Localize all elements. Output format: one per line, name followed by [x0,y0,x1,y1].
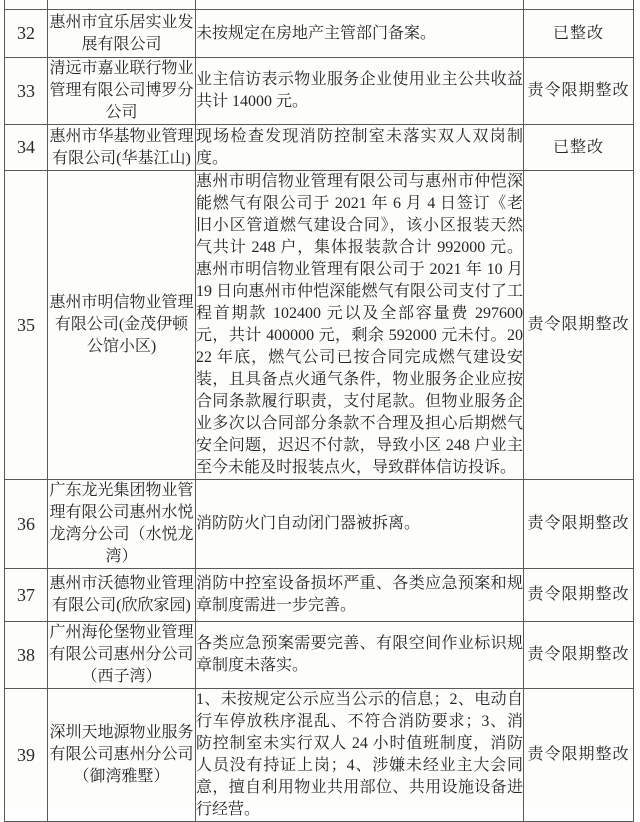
company-name: 惠州市明信物业管理有限公司(金茂伊顿公馆小区) [48,171,196,480]
company-name: 惠州市宜乐居实业发展有限公司 [48,10,196,58]
row-number: 37 [5,569,48,622]
table-row [5,480,634,569]
company-name: 广州海伦堡物业管理有限公司惠州分公司（西子湾） [48,622,196,689]
table-row [5,622,634,689]
row-number: 35 [5,171,48,480]
status-text: 责令限期整改 [524,480,634,569]
row-number: 36 [5,480,48,569]
status-text: 已整改 [524,125,634,171]
table-row [5,171,634,480]
table-row [5,10,634,58]
company-name: 清远市嘉业联行物业管理有限公司博罗分公司 [48,58,196,125]
issue-text: 惠州市明信物业管理有限公司与惠州市仲恺深能燃气有限公司于 2021 年 6 月 4 日签订《老旧小区管道燃气建设合同》，该小区报装天然气共计 248 户，集体报装款合计 992000 元。惠州市明信物业管理有限公司于 2021 年 10 月 19 日向惠州市仲恺深能燃气有限公司支付了工程首期款 102400 元以及全部容量费 297600 元，共计 400000 元，剩余 592000 元未付。2022 年底，燃气公司已按合同完成燃气建设安装，且具备点火通气条件，物业服务企业应按合同条款履行职责，支付尾款。但物业服务企业多次以合同部分条款不合理及担心后期燃气安全问题，迟迟不付款，导致小区 248 户业主至今未能及时报装点火，导致群体信访投诉。 [196,171,524,480]
status-text: 责令限期整改 [524,689,634,822]
company-name: 广东龙光集团物业管理有限公司惠州水悦龙湾分公司（水悦龙湾） [48,480,196,569]
table-row [5,58,634,125]
company-name: 惠州市沃德物业管理有限公司(欣欣家园) [48,569,196,622]
company-name: 深圳天地源物业服务有限公司惠州分公司（御湾雅墅） [48,689,196,822]
status-text: 责令限期整改 [524,58,634,125]
partial-cell [524,0,634,10]
issue-text: 消防中控室设备损坏严重、各类应急预案和规章制度需进一步完善。 [196,569,524,622]
issue-text: 现场检查发现消防控制室未落实双人双岗制度。 [196,125,524,171]
issue-text: 未按规定在房地产主管部门备案。 [196,10,524,58]
status-text: 责令限期整改 [524,171,634,480]
partial-cell [5,0,48,10]
issue-text: 业主信访表示物业服务企业使用业主公共收益共计 14000 元。 [196,58,524,125]
table-row [5,689,634,822]
row-number: 39 [5,689,48,822]
status-text: 责令限期整改 [524,622,634,689]
table-row [5,569,634,622]
issue-text: 消防防火门自动闭门器被拆离。 [196,480,524,569]
company-name: 惠州市华基物业管理有限公司(华基江山) [48,125,196,171]
inspection-results-table [4,0,634,822]
status-text: 已整改 [524,10,634,58]
partial-top-row [5,0,634,10]
partial-cell [48,0,196,10]
issue-text: 1、未按规定公示应当公示的信息；2、电动自行车停放秩序混乱、不符合消防要求；3、消防控制室未实行双人 24 小时值班制度，消防人员没有持证上岗；4、涉嫌未经业主大会同意，擅自利用物业共用部位、共用设施设备进行经营。 [196,689,524,822]
row-number: 33 [5,58,48,125]
status-text: 责令限期整改 [524,569,634,622]
issue-text: 各类应急预案需要完善、有限空间作业标识规章制度未落实。 [196,622,524,689]
row-number: 38 [5,622,48,689]
row-number: 34 [5,125,48,171]
row-number: 32 [5,10,48,58]
table-row [5,125,634,171]
partial-cell [196,0,524,10]
